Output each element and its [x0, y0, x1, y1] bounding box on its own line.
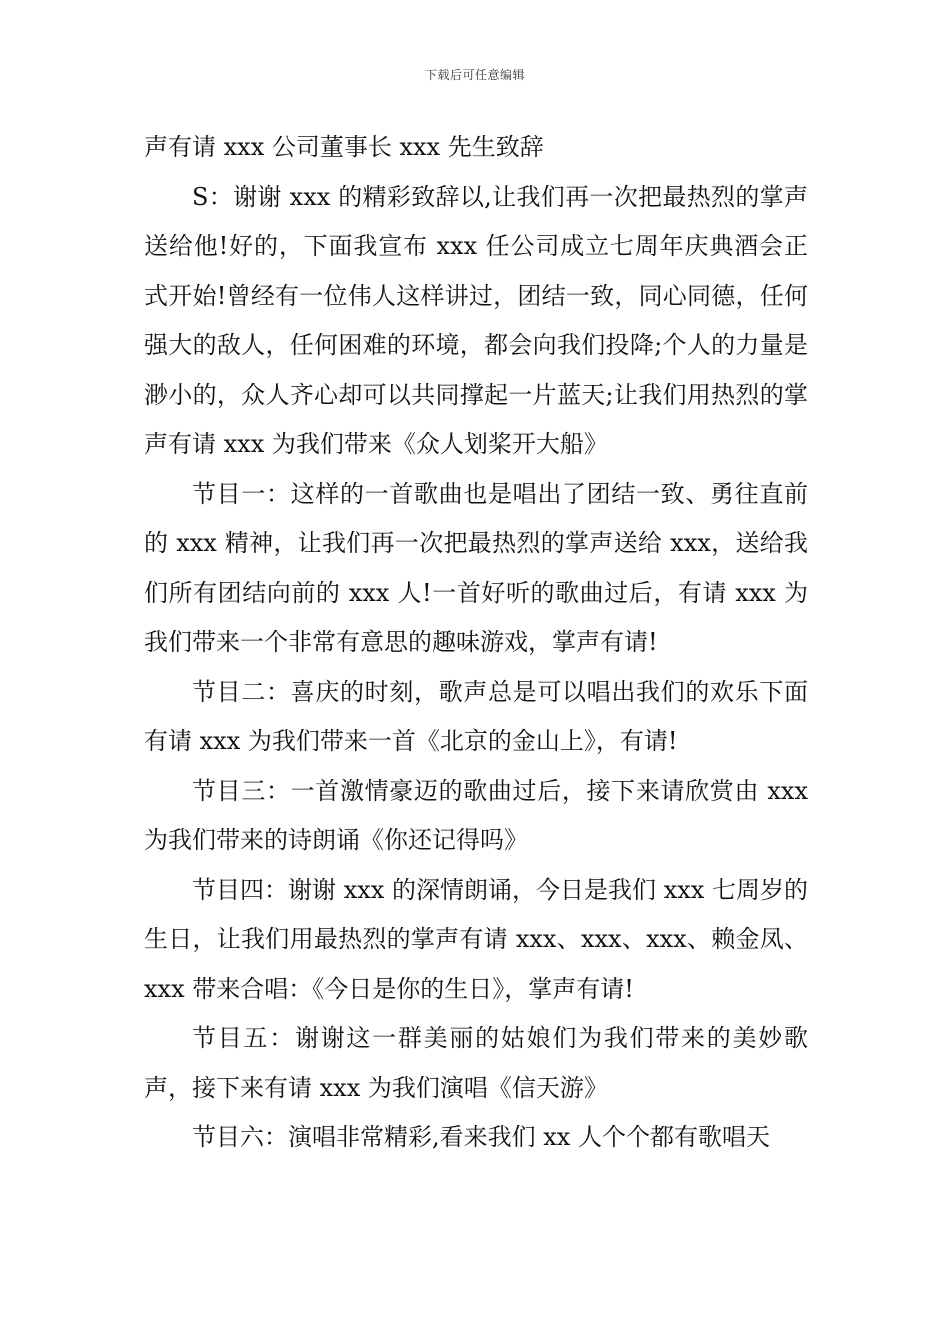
paragraph-continuation: 声有请 xxx 公司董事长 xxx 先生致辞	[144, 133, 544, 161]
paragraph-program-6: 节目六：演唱非常精彩,看来我们 xx 人个个都有歌唱天	[192, 1123, 770, 1151]
paragraph-program-2: 节目二：喜庆的时刻，歌声总是可以唱出我们的欢乐下面有请 xxx 为我们带来一首《北京的金山上》，有请!	[144, 677, 808, 755]
paragraph-program-1: 节目一：这样的一首歌曲也是唱出了团结一致、勇往直前的 xxx 精神，让我们再一次把最热烈的掌声送给 xxx，送给我们所有团结向前的 xxx 人!一首好听的歌曲过后，有请 xxx 为我们带来一个非常有意思的趣味游戏，掌声有请!	[144, 479, 808, 656]
paragraph-program-5: 节目五：谢谢这一群美丽的姑娘们为我们带来的美妙歌声，接下来有请 xxx 为我们演唱《信天游》	[144, 1024, 808, 1102]
page-header: 下载后可任意编辑	[424, 68, 525, 82]
paragraph-program-3: 节目三：一首激情豪迈的歌曲过后，接下来请欣赏由 xxx 为我们带来的诗朗诵《你还记得吗》	[144, 776, 808, 854]
document-body	[144, 123, 808, 1163]
paragraph-program-4: 节目四：谢谢 xxx 的深情朗诵，今日是我们 xxx 七周岁的生日，让我们用最热烈的掌声有请 xxx、xxx、xxx、赖金凤、xxx 带来合唱：《今日是你的生日》，掌声有请!	[144, 875, 808, 1003]
paragraph-opening-remarks: S：谢谢 xxx 的精彩致辞以,让我们再一次把最热烈的掌声送给他!好的，下面我宣布 xxx 任公司成立七周年庆典酒会正式开始!曾经有一位伟人这样讲过，团结一致，同心同德，任何强大的敌人，任何困难的环境，都会向我们投降;个人的力量是渺小的，众人齐心却可以共同撑起一片蓝天;让我们用热烈的掌声有请 xxx 为我们带来《众人划桨开大船》	[144, 182, 808, 458]
